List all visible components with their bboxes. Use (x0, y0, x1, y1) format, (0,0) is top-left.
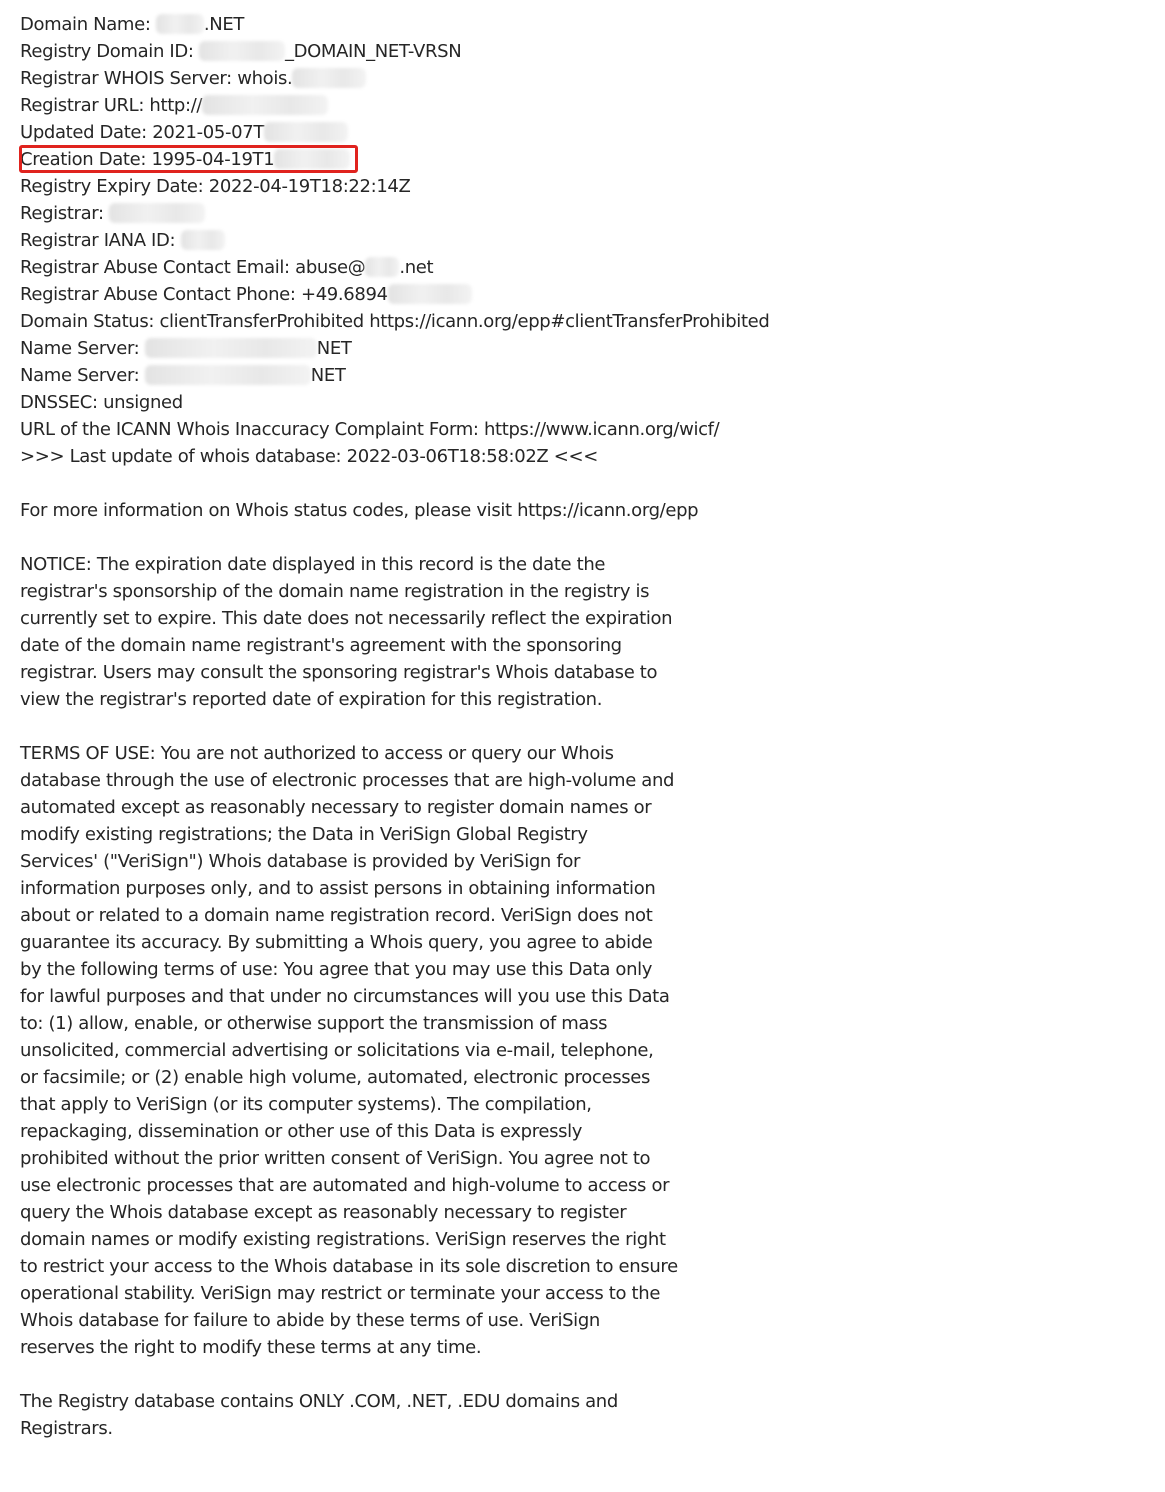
icann-complaint-url-line: URL of the ICANN Whois Inaccuracy Complaint Form: https://www.icann.org/wicf/ (20, 419, 720, 440)
paragraph-line: operational stability. VeriSign may restrict or terminate your access to the (20, 1283, 661, 1304)
abuse-phone-line: Registrar Abuse Contact Phone: +49.6894 (20, 281, 1140, 308)
paragraph-line: query the Whois database except as reasonably necessary to register (20, 1202, 627, 1223)
paragraph-line: date of the domain name registrant's agreement with the sponsoring (20, 635, 622, 656)
paragraph-line: domain names or modify existing registrations. VeriSign reserves the right (20, 1229, 666, 1250)
redacted-domain (156, 14, 204, 34)
redacted-phone (388, 284, 472, 304)
paragraph-line: database through the use of electronic processes that are high-volume and (20, 770, 675, 791)
paragraph-line: automated except as reasonably necessary to register domain names or (20, 797, 652, 818)
paragraph-line: to restrict your access to the Whois database in its sole discretion to ensure (20, 1256, 678, 1277)
paragraph-line: currently set to expire. This date does not necessarily reflect the expiration (20, 608, 673, 629)
paragraph-line: Registrars. (20, 1418, 113, 1439)
registry-domain-id-line: Registry Domain ID: _DOMAIN_NET-VRSN (20, 41, 462, 62)
domain-status-line: Domain Status: clientTransferProhibited https://icann.org/epp#clientTransferProhibited (20, 311, 770, 332)
paragraph-line: or facsimile; or (2) enable high volume, automated, electronic processes (20, 1067, 650, 1088)
registrar-line: Registrar: (20, 200, 1140, 227)
paragraph-line: The Registry database contains ONLY .COM, .NET, .EDU domains and (20, 1391, 618, 1412)
abuse-email-line: Registrar Abuse Contact Email: abuse@ .net (20, 257, 434, 278)
name-server-line: Name Server: NET (20, 365, 346, 386)
redacted-id (199, 41, 285, 61)
paragraph-line: for lawful purposes and that under no circumstances will you use this Data (20, 986, 670, 1007)
paragraph-line: information purposes only, and to assist persons in obtaining information (20, 878, 656, 899)
paragraph-line: Services' ("VeriSign") Whois database is provided by VeriSign for (20, 851, 581, 872)
registrar-iana-id-line: Registrar IANA ID: (20, 227, 1140, 254)
whois-record (20, 11, 1140, 1442)
paragraph-line: that apply to VeriSign (or its computer systems). The compilation, (20, 1094, 592, 1115)
registry-expiry-date-line: Registry Expiry Date: 2022-04-19T18:22:14Z (20, 176, 411, 197)
blank-line (20, 524, 1140, 551)
status-info-line: For more information on Whois status codes, please visit https://icann.org/epp (20, 500, 699, 521)
domain-name-line: Domain Name: .NET (20, 14, 245, 35)
paragraph-line: by the following terms of use: You agree that you may use this Data only (20, 959, 653, 980)
terms-of-use-paragraph (20, 740, 1140, 1361)
redacted-name-server (145, 365, 311, 385)
redacted-registrar (109, 203, 205, 223)
paragraph-line: repackaging, dissemination or other use of this Data is expressly (20, 1121, 583, 1142)
redacted-server (292, 68, 366, 88)
last-update-line: >>> Last update of whois database: 2022-03-06T18:58:02Z <<< (20, 446, 598, 467)
redacted-iana-id (181, 230, 225, 250)
blank-line (20, 713, 1140, 740)
creation-date-line: Creation Date: 1995-04-19T1 (20, 146, 1140, 173)
redacted-time (264, 122, 348, 142)
blank-line (20, 1361, 1140, 1388)
paragraph-line: to: (1) allow, enable, or otherwise support the transmission of mass (20, 1013, 608, 1034)
blank-line (20, 470, 1140, 497)
paragraph-line: unsolicited, commercial advertising or solicitations via e-mail, telephone, (20, 1040, 654, 1061)
paragraph-line: Whois database for failure to abide by these terms of use. VeriSign (20, 1310, 600, 1331)
paragraph-line: use electronic processes that are automated and high-volume to access or (20, 1175, 670, 1196)
paragraph-line: guarantee its accuracy. By submitting a Whois query, you agree to abide (20, 932, 653, 953)
creation-date-highlight (19, 145, 358, 173)
redacted-url (202, 95, 328, 115)
dnssec-line: DNSSEC: unsigned (20, 392, 183, 413)
redacted-name-server (145, 338, 317, 358)
paragraph-line: modify existing registrations; the Data in VeriSign Global Registry (20, 824, 588, 845)
paragraph-line: reserves the right to modify these terms at any time. (20, 1337, 482, 1358)
name-server-line: Name Server: NET (20, 338, 352, 359)
paragraph-line: about or related to a domain name registration record. VeriSign does not (20, 905, 653, 926)
paragraph-line: NOTICE: The expiration date displayed in this record is the date the (20, 554, 606, 575)
redacted-email (365, 257, 399, 277)
paragraph-line: TERMS OF USE: You are not authorized to access or query our Whois (20, 743, 614, 764)
paragraph-line: registrar's sponsorship of the domain name registration in the registry is (20, 581, 650, 602)
registry-paragraph (20, 1388, 1140, 1442)
paragraph-line: registrar. Users may consult the sponsoring registrar's Whois database to (20, 662, 658, 683)
updated-date-line: Updated Date: 2021-05-07T (20, 119, 1140, 146)
registrar-url-line: Registrar URL: http:// (20, 92, 1140, 119)
paragraph-line: prohibited without the prior written consent of VeriSign. You agree not to (20, 1148, 651, 1169)
paragraph-line: view the registrar's reported date of expiration for this registration. (20, 689, 603, 710)
registrar-whois-server-line: Registrar WHOIS Server: whois. (20, 65, 1140, 92)
notice-paragraph (20, 551, 1140, 713)
